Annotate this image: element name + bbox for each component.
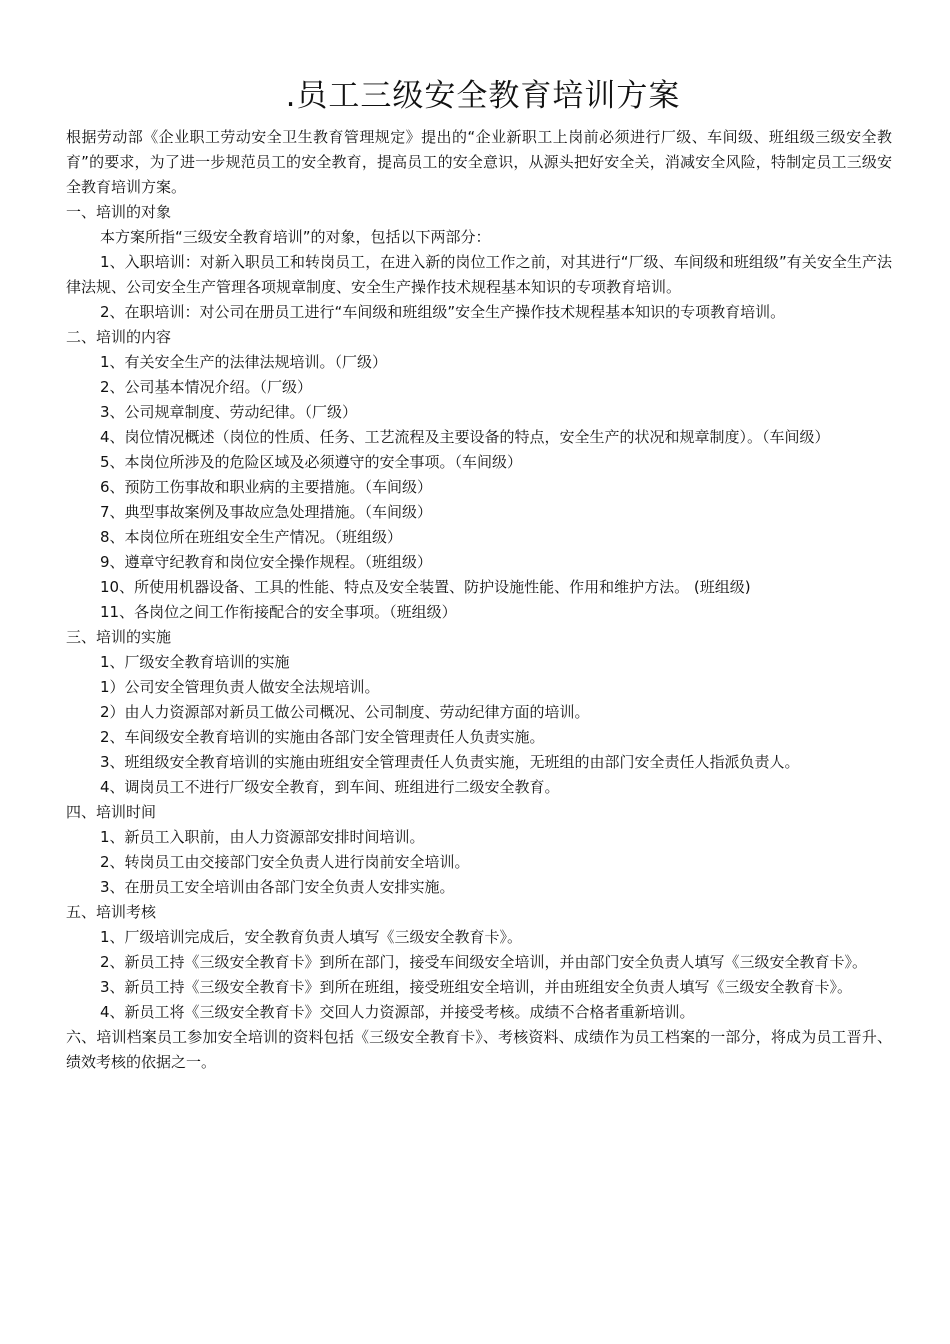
body-paragraph: 4、调岗员工不进行厂级安全教育，到车间、班组进行二级安全教育。	[100, 778, 560, 796]
body-paragraph: 9、遵章守纪教育和岗位安全操作规程。（班组级）	[100, 553, 433, 571]
document-title: .员工三级安全教育培训方案	[285, 78, 681, 114]
body-paragraph: 1、入职培训：对新入职员工和转岗员工，在进入新的岗位工作之前，对其进行“厂级、车间级和班组级”有关安全生产法律法规、公司安全生产管理各项规章制度、安全生产操作技术规程基本知识的专项教育培训。	[66, 253, 892, 296]
body-paragraph: 7、典型事故案例及事故应急处理措施。（车间级）	[100, 503, 433, 521]
body-paragraph: 3、在册员工安全培训由各部门安全负责人安排实施。	[100, 878, 455, 896]
body-paragraph: 3、公司规章制度、劳动纪律。（厂级）	[100, 403, 358, 421]
body-paragraph: 6、预防工伤事故和职业病的主要措施。（车间级）	[100, 478, 433, 496]
body-paragraph: 3、新员工持《三级安全教育卡》到所在班组，接受班组安全培训，并由班组安全负责人填写《三级安全教育卡》。	[100, 978, 853, 996]
document-page	[66, 72, 892, 1075]
body-paragraph: 2）由人力资源部对新员工做公司概况、公司制度、劳动纪律方面的培训。	[100, 703, 590, 721]
body-paragraph: 2、转岗员工由交接部门安全负责人进行岗前安全培训。	[100, 853, 470, 871]
body-paragraph: 4、新员工将《三级安全教育卡》交回人力资源部，并接受考核。成绩不合格者重新培训。	[100, 1003, 695, 1021]
body-paragraph: 1、厂级安全教育培训的实施	[100, 653, 290, 671]
body-paragraph: 4、岗位情况概述（岗位的性质、任务、工艺流程及主要设备的特点，安全生产的状况和规章制度）。（车间级）	[100, 428, 830, 446]
section-paragraph: 五、培训考核	[66, 903, 157, 921]
body-paragraph: 2、公司基本情况介绍。（厂级）	[100, 378, 313, 396]
section-paragraph: 三、培训的实施	[66, 628, 172, 646]
body-paragraph: 2、车间级安全教育培训的实施由各部门安全管理责任人负责实施。	[100, 728, 545, 746]
body-paragraph: 2、在职培训：对公司在册员工进行“车间级和班组级”安全生产操作技术规程基本知识的专项教育培训。	[100, 303, 786, 321]
body-paragraph: 1、厂级培训完成后，安全教育负责人填写《三级安全教育卡》。	[100, 928, 523, 946]
section-paragraph: 四、培训时间	[66, 803, 157, 821]
body-paragraph: 3、班组级安全教育培训的实施由班组安全管理责任人负责实施，无班组的由部门安全责任人指派负责人。	[100, 753, 800, 771]
body-paragraph: 本方案所指“三级安全教育培训”的对象，包括以下两部分：	[100, 228, 491, 246]
body-paragraph: 1）公司安全管理负责人做安全法规培训。	[100, 678, 380, 696]
section-paragraph: 六、培训档案员工参加安全培训的资料包括《三级安全教育卡》、考核资料、成绩作为员工档案的一部分，将成为员工晋升、绩效考核的依据之一。	[66, 1028, 892, 1071]
section-paragraph: 一、培训的对象	[66, 203, 172, 221]
body-paragraph: 5、本岗位所涉及的危险区域及必须遵守的安全事项。（车间级）	[100, 453, 523, 471]
section-paragraph: 二、培训的内容	[66, 328, 172, 346]
body-paragraph: 11、各岗位之间工作衔接配合的安全事项。（班组级）	[100, 603, 457, 621]
body-paragraph: 8、本岗位所在班组安全生产情况。（班组级）	[100, 528, 403, 546]
body-paragraph: 1、新员工入职前，由人力资源部安排时间培训。	[100, 828, 425, 846]
body-paragraph: 1、有关安全生产的法律法规培训。（厂级）	[100, 353, 388, 371]
body-paragraph: 10、所使用机器设备、工具的性能、特点及安全装置、防护设施性能、作用和维护方法。 (班组级)	[100, 578, 751, 596]
section-paragraph: 根据劳动部《企业职工劳动安全卫生教育管理规定》提出的“企业新职工上岗前必须进行厂级、车间级、班组级三级安全教育”的要求，为了进一步规范员工的安全教育，提高员工的安全意识，从源头把好安全关，消减安全风险，特制定员工三级安全教育培训方案。	[66, 128, 892, 196]
document-body	[66, 125, 892, 1075]
body-paragraph: 2、新员工持《三级安全教育卡》到所在部门，接受车间级安全培训，并由部门安全负责人填写《三级安全教育卡》。	[100, 953, 868, 971]
